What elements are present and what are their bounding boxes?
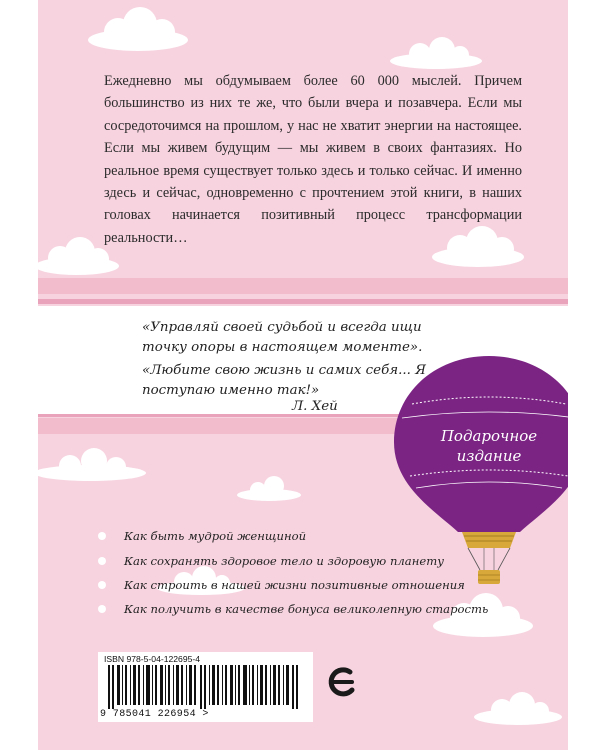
cloud-icon [38,448,150,482]
eksmo-e-logo-icon [326,664,356,702]
feature-text: Как быть мудрой женщиной [124,529,307,543]
barcode [98,652,313,722]
feature-text: Как строить в нашей жизни позитивные отношения [124,578,465,592]
balloon-label-line2: издание [456,447,522,465]
quote-author: Л. Хей [292,399,338,414]
isbn-text: ISBN 978-5-04-122695-4 [104,654,201,664]
cloud-icon [234,476,304,502]
white-dot-icon [98,557,106,565]
white-dot-icon [98,581,106,589]
cloud-icon [386,36,486,70]
white-dot-icon [98,605,106,613]
barcode-digits: 9 785041 226954 > [100,709,209,720]
cloud-icon [84,6,192,52]
feature-text: Как сохранять здоровое тело и здоровую планету [124,554,444,568]
quote-1: «Управляй своей судьбой и всегда ищи точку опоры в настоящем моменте». [142,320,423,355]
hot-air-balloon-icon [394,356,568,586]
intro-paragraph: Ежедневно мы обдумываем более 60 000 мыслей. Причем большинство из них те же, что были вчера и позавчера. Если мы сосредоточимся на прошлом, у нас не хватит энергии на настоящее. Если мы живем будущим — мы живем в своих фантазиях. Но реальное время существует только здесь и только сейчас. И именно здесь и сейчас, одновременно с прочтением этой книги, в наших головах начинается позитивный процесс трансформации реальности… [104,73,522,246]
decor-line [38,299,568,304]
barcode-bars [108,665,304,709]
feature-text: Как получить в качестве бонуса великолепную старость [124,602,489,616]
cloud-icon [470,690,566,726]
balloon-label-line1: Подарочное [440,427,538,445]
decor-band [38,278,568,294]
book-back-cover [38,0,568,750]
white-dot-icon [98,532,106,540]
quote-2: «Любите свою жизнь и самих себя... Я поступаю именно так!» [142,363,426,398]
